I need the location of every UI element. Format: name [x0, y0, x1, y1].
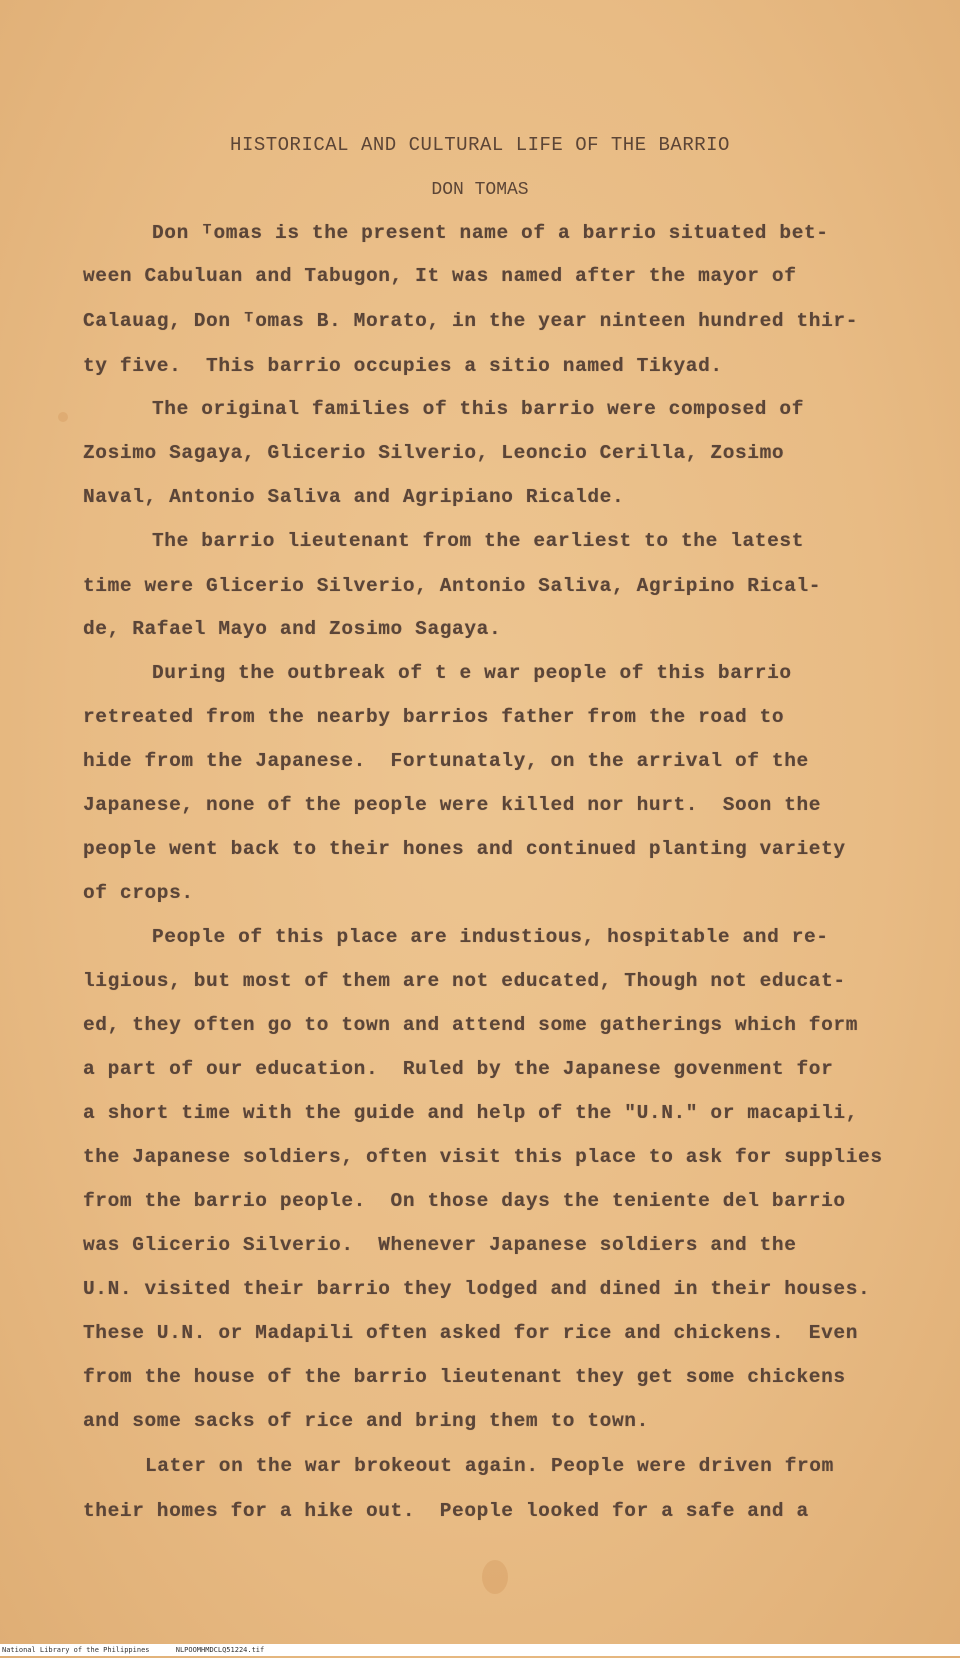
- document-title: HISTORICAL AND CULTURAL LIFE OF THE BARRIO: [230, 134, 730, 156]
- text-line: U.N. visited their barrio they lodged and dined in their houses.: [83, 1278, 871, 1300]
- scan-footer: [0, 1644, 960, 1656]
- text-line: Japanese, none of the people were killed nor hurt. Soon the: [83, 794, 822, 816]
- text-line: retreated from the nearby barrios father from the road to: [83, 706, 785, 728]
- footer-file-id: NLPOOMHMDCLQ51224.tif: [175, 1646, 265, 1654]
- text-line: During the outbreak of t e war people of this barrio: [152, 662, 792, 684]
- text-line: de, Rafael Mayo and Zosimo Sagaya.: [83, 618, 502, 640]
- text-line: the Japanese soldiers, often visit this place to ask for supplies: [83, 1146, 883, 1168]
- document-subtitle: DON TOMAS: [431, 180, 529, 200]
- text-line: Don ᵀomas is the present name of a barrio situated bet-: [152, 222, 829, 244]
- footer-institution: National Library of the Philippines: [2, 1646, 150, 1654]
- text-line: Zosimo Sagaya, Glicerio Silverio, Leoncio Cerilla, Zosimo: [83, 442, 785, 464]
- text-line: and some sacks of rice and bring them to town.: [83, 1410, 649, 1432]
- text-line: hide from the Japanese. Fortunataly, on the arrival of the: [83, 750, 809, 772]
- text-line: of crops.: [83, 882, 194, 904]
- text-line: people went back to their hones and continued planting variety: [83, 838, 846, 860]
- text-line: a part of our education. Ruled by the Japanese govenment for: [83, 1058, 834, 1080]
- text-line: ed, they often go to town and attend some gatherings which form: [83, 1014, 859, 1036]
- text-line: was Glicerio Silverio. Whenever Japanese soldiers and the: [83, 1234, 797, 1256]
- text-line: The barrio lieutenant from the earliest to the latest: [152, 530, 805, 552]
- paper-stain: [482, 1560, 508, 1594]
- text-line: Naval, Antonio Saliva and Agripiano Ricalde.: [83, 486, 625, 508]
- text-line: a short time with the guide and help of the "U.N." or macapili,: [83, 1102, 859, 1124]
- text-line: Later on the war brokeout again. People were driven from: [145, 1455, 834, 1477]
- text-line: ty five. This barrio occupies a sitio named Tikyad.: [83, 355, 723, 377]
- text-line: from the house of the barrio lieutenant they get some chickens: [83, 1366, 846, 1388]
- text-line: ween Cabuluan and Tabugon, It was named after the mayor of: [83, 265, 797, 287]
- text-line: People of this place are industious, hospitable and re-: [152, 926, 829, 948]
- paper-stain: [58, 412, 68, 422]
- text-line: Calauag, Don ᵀomas B. Morato, in the year ninteen hundred thir-: [83, 310, 859, 332]
- text-line: their homes for a hike out. People looked for a safe and a: [83, 1500, 809, 1522]
- text-line: The original families of this barrio were composed of: [152, 398, 805, 420]
- text-line: time were Glicerio Silverio, Antonio Saliva, Agripino Rical-: [83, 575, 822, 597]
- text-line: from the barrio people. On those days the teniente del barrio: [83, 1190, 846, 1212]
- text-line: These U.N. or Madapili often asked for rice and chickens. Even: [83, 1322, 859, 1344]
- text-line: ligious, but most of them are not educated, Though not educat-: [83, 970, 846, 992]
